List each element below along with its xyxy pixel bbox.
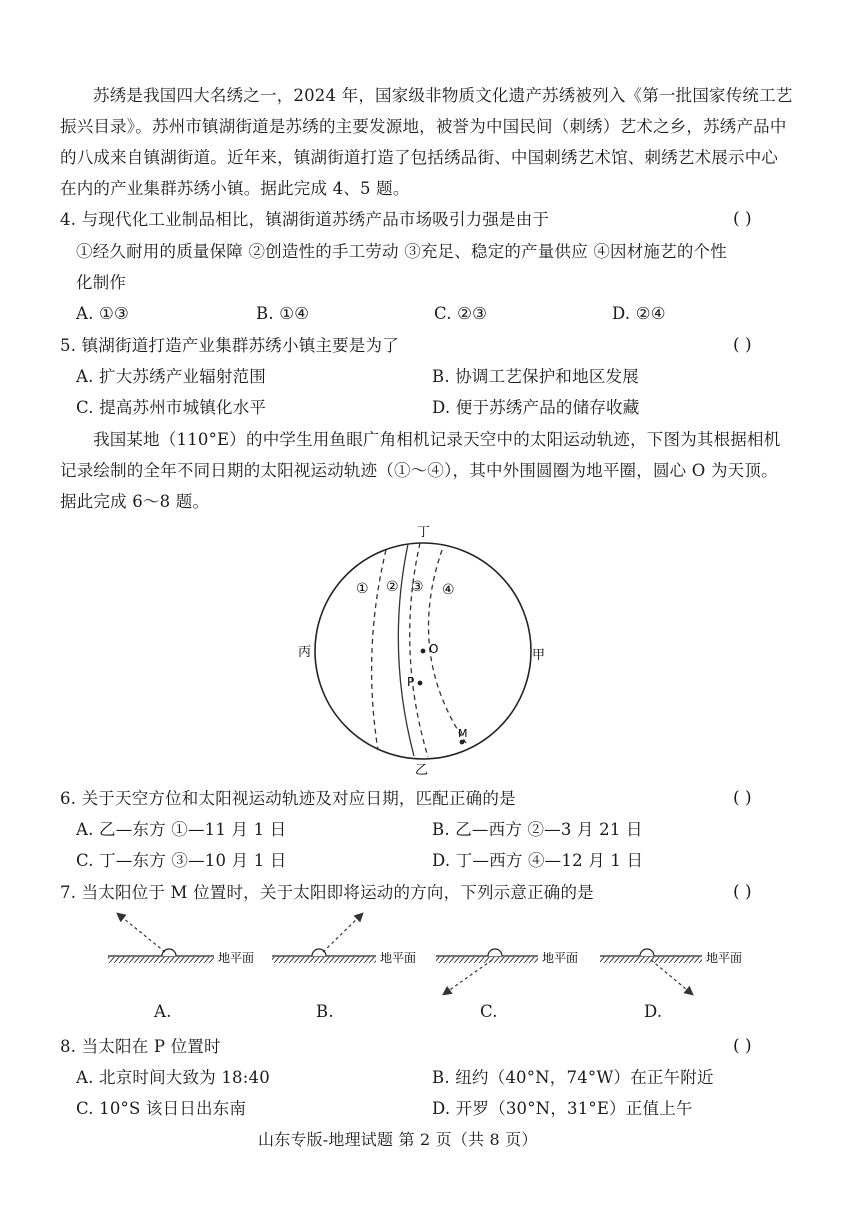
q5-option-a[interactable]: A. 扩大苏绣产业辐射范围 — [76, 367, 267, 386]
q8-option-a[interactable]: A. 北京时间大致为 18:40 — [76, 1068, 270, 1087]
label-o: O — [429, 642, 439, 656]
horizon-label-a: 地平面 — [218, 951, 255, 965]
q6-option-c[interactable]: C. 丁—东方 ③—10 月 1 日 — [76, 851, 287, 870]
label-ding: 丁 — [417, 525, 431, 540]
q4-option-b[interactable]: B. ①④ — [256, 304, 310, 323]
q5-option-b[interactable]: B. 协调工艺保护和地区发展 — [432, 367, 639, 386]
track-3 — [410, 543, 428, 757]
q6-option-a[interactable]: A. 乙—东方 ①—11 月 1 日 — [76, 820, 287, 839]
q5-stem: 5. 镇湖街道打造产业集群苏绣小镇主要是为了 — [60, 336, 399, 355]
horizon-label-c: 地平面 — [542, 951, 579, 965]
label-jia: 甲 — [532, 648, 546, 663]
q4-option-d[interactable]: D. ②④ — [612, 304, 666, 323]
q4-answer-paren[interactable]: ( ) — [733, 209, 752, 229]
q5-option-d[interactable]: D. 便于苏绣产品的储存收藏 — [432, 398, 640, 417]
q6-option-b[interactable]: B. 乙—西方 ②—3 月 21 日 — [432, 820, 643, 839]
q8-answer-paren[interactable]: ( ) — [733, 1036, 752, 1056]
q7-option-c[interactable]: C. — [480, 1002, 498, 1021]
label-p: P — [407, 675, 415, 689]
intro1-line4: 在内的产业集群苏绣小镇。据此完成 4、5 题。 — [60, 179, 410, 198]
label-bing: 丙 — [298, 645, 312, 660]
intro2-line1: 我国某地（110°E）的中学生用鱼眼广角相机记录天空中的太阳运动轨迹，下图为其根据相机 — [93, 430, 781, 449]
intro2-line3: 据此完成 6～8 题。 — [60, 492, 210, 511]
q7-stem: 7. 当太阳位于 M 位置时，关于太阳即将运动的方向，下列示意正确的是 — [60, 883, 594, 902]
q4-statements-line2: 化制作 — [76, 273, 127, 292]
q4-statements-line1: ①经久耐用的质量保障 ②创造性的手工劳动 ③充足、稳定的产量供应 ④因材施艺的个性 — [76, 242, 727, 261]
q6-option-d[interactable]: D. 丁—西方 ④—12 月 1 日 — [432, 851, 644, 870]
label-track-1: ① — [356, 581, 369, 597]
label-track-4: ④ — [442, 582, 455, 598]
intro1-line1: 苏绣是我国四大名绣之一，2024 年，国家级非物质文化遗产苏绣被列入《第一批国家传统工艺 — [93, 86, 793, 105]
intro1-line2: 振兴目录》。苏州市镇湖街道是苏绣的主要发源地，被誉为中国民间（刺绣）艺术之乡，苏绣产品中 — [60, 117, 787, 136]
q4-stem: 4. 与现代化工业制品相比，镇湖街道苏绣产品市场吸引力强是由于 — [60, 210, 550, 229]
q4-option-a[interactable]: A. ①③ — [76, 304, 129, 323]
q8-option-c[interactable]: C. 10°S 该日日出东南 — [76, 1099, 247, 1118]
q7-option-d-figure[interactable] — [600, 949, 702, 994]
q5-answer-paren[interactable]: ( ) — [733, 335, 752, 355]
q6-stem: 6. 关于天空方位和太阳视运动轨迹及对应日期，匹配正确的是 — [60, 789, 516, 808]
q8-stem: 8. 当太阳在 P 位置时 — [60, 1037, 221, 1056]
track-1 — [372, 550, 386, 750]
sun-path-diagram — [290, 520, 570, 780]
q4-option-c[interactable]: C. ②③ — [434, 304, 488, 323]
q7-option-b-figure[interactable] — [272, 914, 376, 963]
horizon-label-d: 地平面 — [706, 951, 743, 965]
q7-option-d[interactable]: D. — [644, 1002, 663, 1021]
q7-option-a-figure[interactable] — [108, 914, 214, 963]
m-point — [460, 740, 465, 745]
intro2-line2: 记录绘制的全年不同日期的太阳视运动轨迹（①～④），其中外围圆圈为地平圈，圆心 O 为天顶。 — [60, 461, 778, 480]
label-track-2: ② — [386, 579, 399, 595]
q5-option-c[interactable]: C. 提高苏州市城镇化水平 — [76, 398, 267, 417]
track-2 — [398, 544, 414, 756]
q7-option-c-figure[interactable] — [436, 949, 538, 994]
page-footer: 山东专版-地理试题 第 2 页（共 8 页） — [258, 1130, 538, 1149]
q8-option-b[interactable]: B. 纽约（40°N，74°W）在正午附近 — [432, 1068, 714, 1087]
intro1-line3: 的八成来自镇湖街道。近年来，镇湖街道打造了包括绣品街、中国刺绣艺术馆、刺绣艺术展示中心 — [60, 148, 779, 167]
q6-answer-paren[interactable]: ( ) — [733, 788, 752, 808]
p-point — [418, 681, 423, 686]
zenith-point — [421, 649, 426, 654]
q7-option-a[interactable]: A. — [154, 1002, 172, 1021]
q7-options-diagram — [100, 908, 760, 998]
q7-answer-paren[interactable]: ( ) — [733, 882, 752, 902]
q8-option-d[interactable]: D. 开罗（30°N，31°E）正值上午 — [432, 1099, 693, 1118]
label-track-3: ③ — [411, 579, 424, 595]
horizon-label-b: 地平面 — [380, 951, 417, 965]
label-m: M — [458, 727, 468, 740]
label-yi: 乙 — [415, 763, 429, 778]
q7-option-b[interactable]: B. — [316, 1002, 334, 1021]
